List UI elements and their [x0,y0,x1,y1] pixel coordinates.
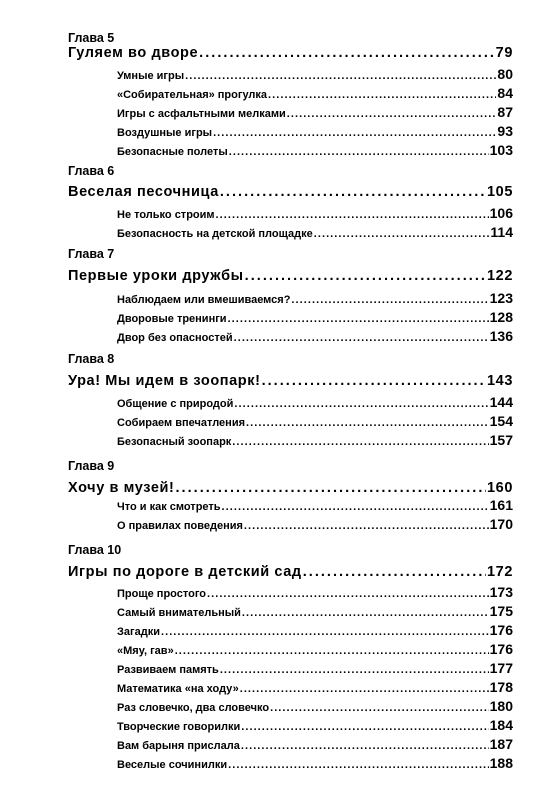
leader-dots [175,480,486,496]
item-title: Игры с асфальтными мелками [117,108,286,120]
leader-dots [228,313,489,325]
toc-item [117,516,513,532]
item-title: Наблюдаем или вмешиваемся? [117,294,291,306]
section-title: Ура! Мы идем в зоопарк! [68,373,261,389]
page-number: 188 [489,755,513,771]
leader-dots [216,209,489,221]
item-title: «Мяу, гав» [117,645,174,657]
page-number: 154 [489,413,513,429]
leader-dots [268,89,496,101]
item-title: «Собирательная» прогулка [117,89,268,101]
section-title: Игры по дороге в детский сад [68,564,302,580]
page-number: 136 [489,328,513,344]
section-title: Веселая песочница [68,184,219,200]
leader-dots [241,721,488,733]
leader-dots [220,664,489,676]
page-number: 80 [497,66,513,82]
toc-item [117,584,513,600]
item-title: Вам барыня прислала [117,740,240,752]
item-title: Что и как смотреть [117,501,221,513]
page-number: 123 [489,290,513,306]
toc-item [117,66,513,82]
leader-dots [228,759,489,771]
toc-item [117,394,513,410]
toc-item [117,660,513,676]
item-title: Безопасные полеты [117,146,228,158]
toc-item [117,290,513,306]
toc-item [117,413,513,429]
leader-dots [175,645,489,657]
toc-section [68,480,513,496]
item-title: Проще простого [117,588,206,600]
page-number: 176 [489,622,513,638]
chapter-label: Глава 10 [68,543,122,557]
chapter-label: Глава 6 [68,164,115,178]
leader-dots [314,228,490,240]
page-number: 180 [489,698,513,714]
toc-item [117,205,513,221]
leader-dots [287,108,497,120]
page-number: 84 [497,85,513,101]
page-number: 176 [489,641,513,657]
leader-dots [270,702,489,714]
page-number: 177 [489,660,513,676]
toc-item [117,85,513,101]
page-number: 87 [497,104,513,120]
item-title: Загадки [117,626,160,638]
item-title: Раз словечко, два словечко [117,702,270,714]
toc-item [117,717,513,733]
leader-dots [303,564,486,580]
leader-dots [234,332,489,344]
page-number: 144 [489,394,513,410]
leader-dots [262,373,486,389]
page-number: 128 [489,309,513,325]
toc-item [117,224,513,240]
toc-item [117,755,513,771]
item-title: Двор без опасностей [117,332,233,344]
toc-item [117,309,513,325]
page-number: 170 [489,516,513,532]
page-number: 122 [487,268,513,284]
toc-item [117,736,513,752]
page-number: 157 [489,432,513,448]
chapter-label: Глава 7 [68,247,115,261]
leader-dots [232,436,488,448]
page-number: 172 [487,564,513,580]
toc-item [117,641,513,657]
item-title: Не только строим [117,209,215,221]
leader-dots [244,520,489,532]
item-title: Безопасный зоопарк [117,436,232,448]
leader-dots [220,184,486,200]
item-title: Самый внимательный [117,607,241,619]
toc-section [68,268,513,284]
section-title: Первые уроки дружбы [68,268,244,284]
section-title: Гуляем во дворе [68,45,199,61]
toc-section [68,184,513,200]
leader-dots [213,127,496,139]
leader-dots [246,417,489,429]
item-title: О правилах поведения [117,520,243,532]
page-number: 114 [490,224,513,240]
page-number: 105 [487,184,513,200]
item-title: Веселые сочинилки [117,759,228,771]
page-number: 161 [489,497,513,513]
item-title: Воздушные игры [117,127,213,139]
item-title: Развиваем память [117,664,219,676]
toc-item [117,123,513,139]
toc-item [117,679,513,695]
page-number: 103 [489,142,513,158]
leader-dots [229,146,489,158]
toc-item [117,104,513,120]
toc-item [117,497,513,513]
page-number: 187 [489,736,513,752]
toc-section [68,45,513,61]
chapter-label: Глава 8 [68,352,115,366]
item-title: Общение с природой [117,398,234,410]
item-title: Собираем впечатления [117,417,246,429]
chapter-label: Глава 9 [68,459,115,473]
toc-item [117,328,513,344]
item-title: Дворовые тренинги [117,313,227,325]
leader-dots [207,588,489,600]
toc-item [117,603,513,619]
page-number: 143 [487,373,513,389]
page-number: 184 [489,717,513,733]
page-number: 173 [489,584,513,600]
toc-item [117,142,513,158]
toc-item [117,622,513,638]
leader-dots [222,501,489,513]
toc-item [117,698,513,714]
item-title: Математика «на ходу» [117,683,239,695]
leader-dots [245,268,486,284]
leader-dots [185,70,496,82]
item-title: Безопасность на детской площадке [117,228,313,240]
leader-dots [161,626,489,638]
toc-section [68,373,513,389]
item-title: Умные игры [117,70,185,82]
page-number: 175 [489,603,513,619]
item-title: Творческие говорилки [117,721,241,733]
leader-dots [234,398,488,410]
leader-dots [241,740,489,752]
page-number: 93 [497,123,513,139]
leader-dots [291,294,488,306]
toc-item [117,432,513,448]
section-title: Хочу в музей! [68,480,175,496]
page-number: 160 [487,480,513,496]
leader-dots [242,607,489,619]
leader-dots [199,45,495,61]
chapter-label: Глава 5 [68,31,115,45]
leader-dots [240,683,489,695]
toc-section [68,564,513,580]
page-number: 106 [489,205,513,221]
page-number: 178 [489,679,513,695]
page-number: 79 [495,45,513,61]
